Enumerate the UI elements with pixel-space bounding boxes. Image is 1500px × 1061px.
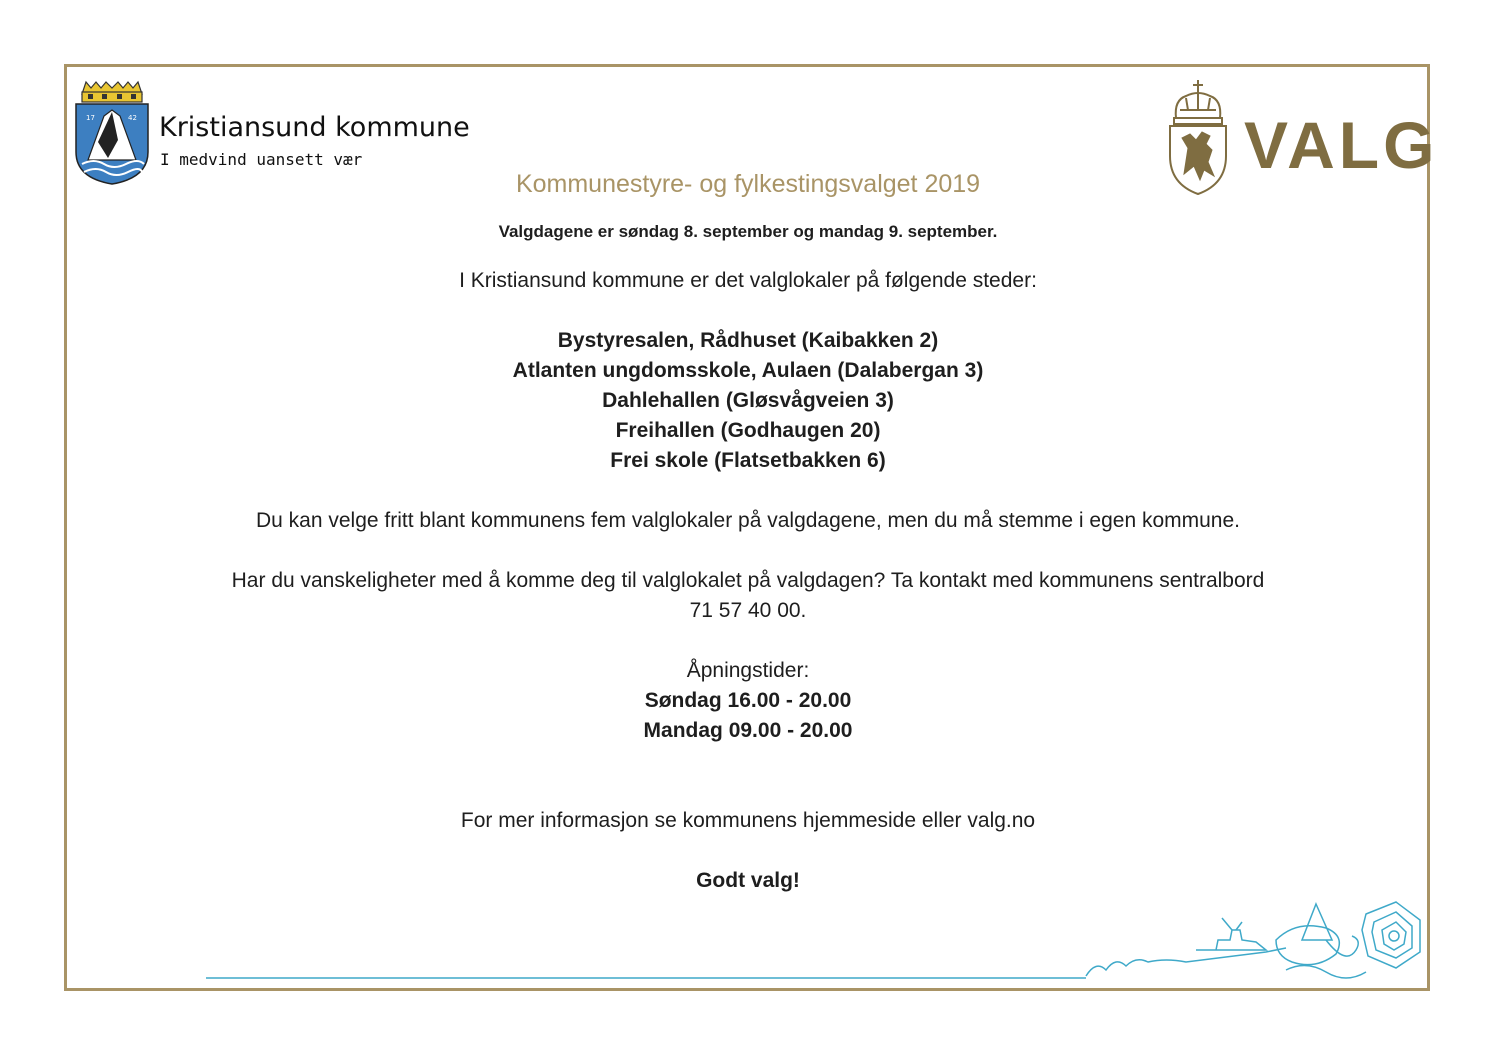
location-item: Atlanten ungdomsskole, Aulaen (Dalabergan 3) bbox=[512, 359, 984, 382]
svg-text:17: 17 bbox=[86, 114, 95, 122]
coastline-wave-illustration bbox=[206, 900, 1426, 984]
more-info-text: For mer informasjon se kommunens hjemmeside eller valg.no bbox=[460, 809, 1036, 832]
svg-text:42: 42 bbox=[128, 114, 137, 122]
election-title: Kommunestyre- og fylkestingsvalget 2019 bbox=[515, 170, 981, 198]
location-list bbox=[70, 326, 1426, 476]
valg-wordmark: VALG bbox=[1244, 108, 1439, 182]
organization-tagline: I medvind uansett vær bbox=[160, 150, 363, 169]
opening-hours-block bbox=[70, 656, 1426, 746]
election-days: Valgdagene er søndag 8. september og mandag 9. september. bbox=[498, 222, 998, 241]
location-item: Freihallen (Godhaugen 20) bbox=[615, 419, 881, 442]
assistance-text: Har du vanskeligheter med å komme deg til valglokalet på valgdagen? Ta kontakt med kommunens sentralbord bbox=[231, 569, 1265, 592]
switchboard-phone: 71 57 40 00. bbox=[689, 599, 807, 622]
organization-name: Kristiansund kommune bbox=[159, 112, 470, 143]
free-choice-text: Du kan velge fritt blant kommunens fem valglokaler på valgdagene, men du må stemme i egen kommune. bbox=[255, 509, 1240, 532]
location-item: Bystyresalen, Rådhuset (Kaibakken 2) bbox=[557, 329, 939, 352]
opening-hours-sunday: Søndag 16.00 - 20.00 bbox=[644, 689, 852, 712]
intro-text: I Kristiansund kommune er det valglokaler på følgende steder: bbox=[459, 269, 1037, 292]
assistance-block bbox=[70, 566, 1426, 626]
opening-hours-label: Åpningstider: bbox=[686, 659, 810, 682]
location-item: Frei skole (Flatsetbakken 6) bbox=[610, 449, 886, 472]
opening-hours-monday: Mandag 09.00 - 20.00 bbox=[643, 719, 853, 742]
closing-text: Godt valg! bbox=[696, 869, 800, 892]
location-item: Dahlehallen (Gløsvågveien 3) bbox=[602, 389, 894, 412]
